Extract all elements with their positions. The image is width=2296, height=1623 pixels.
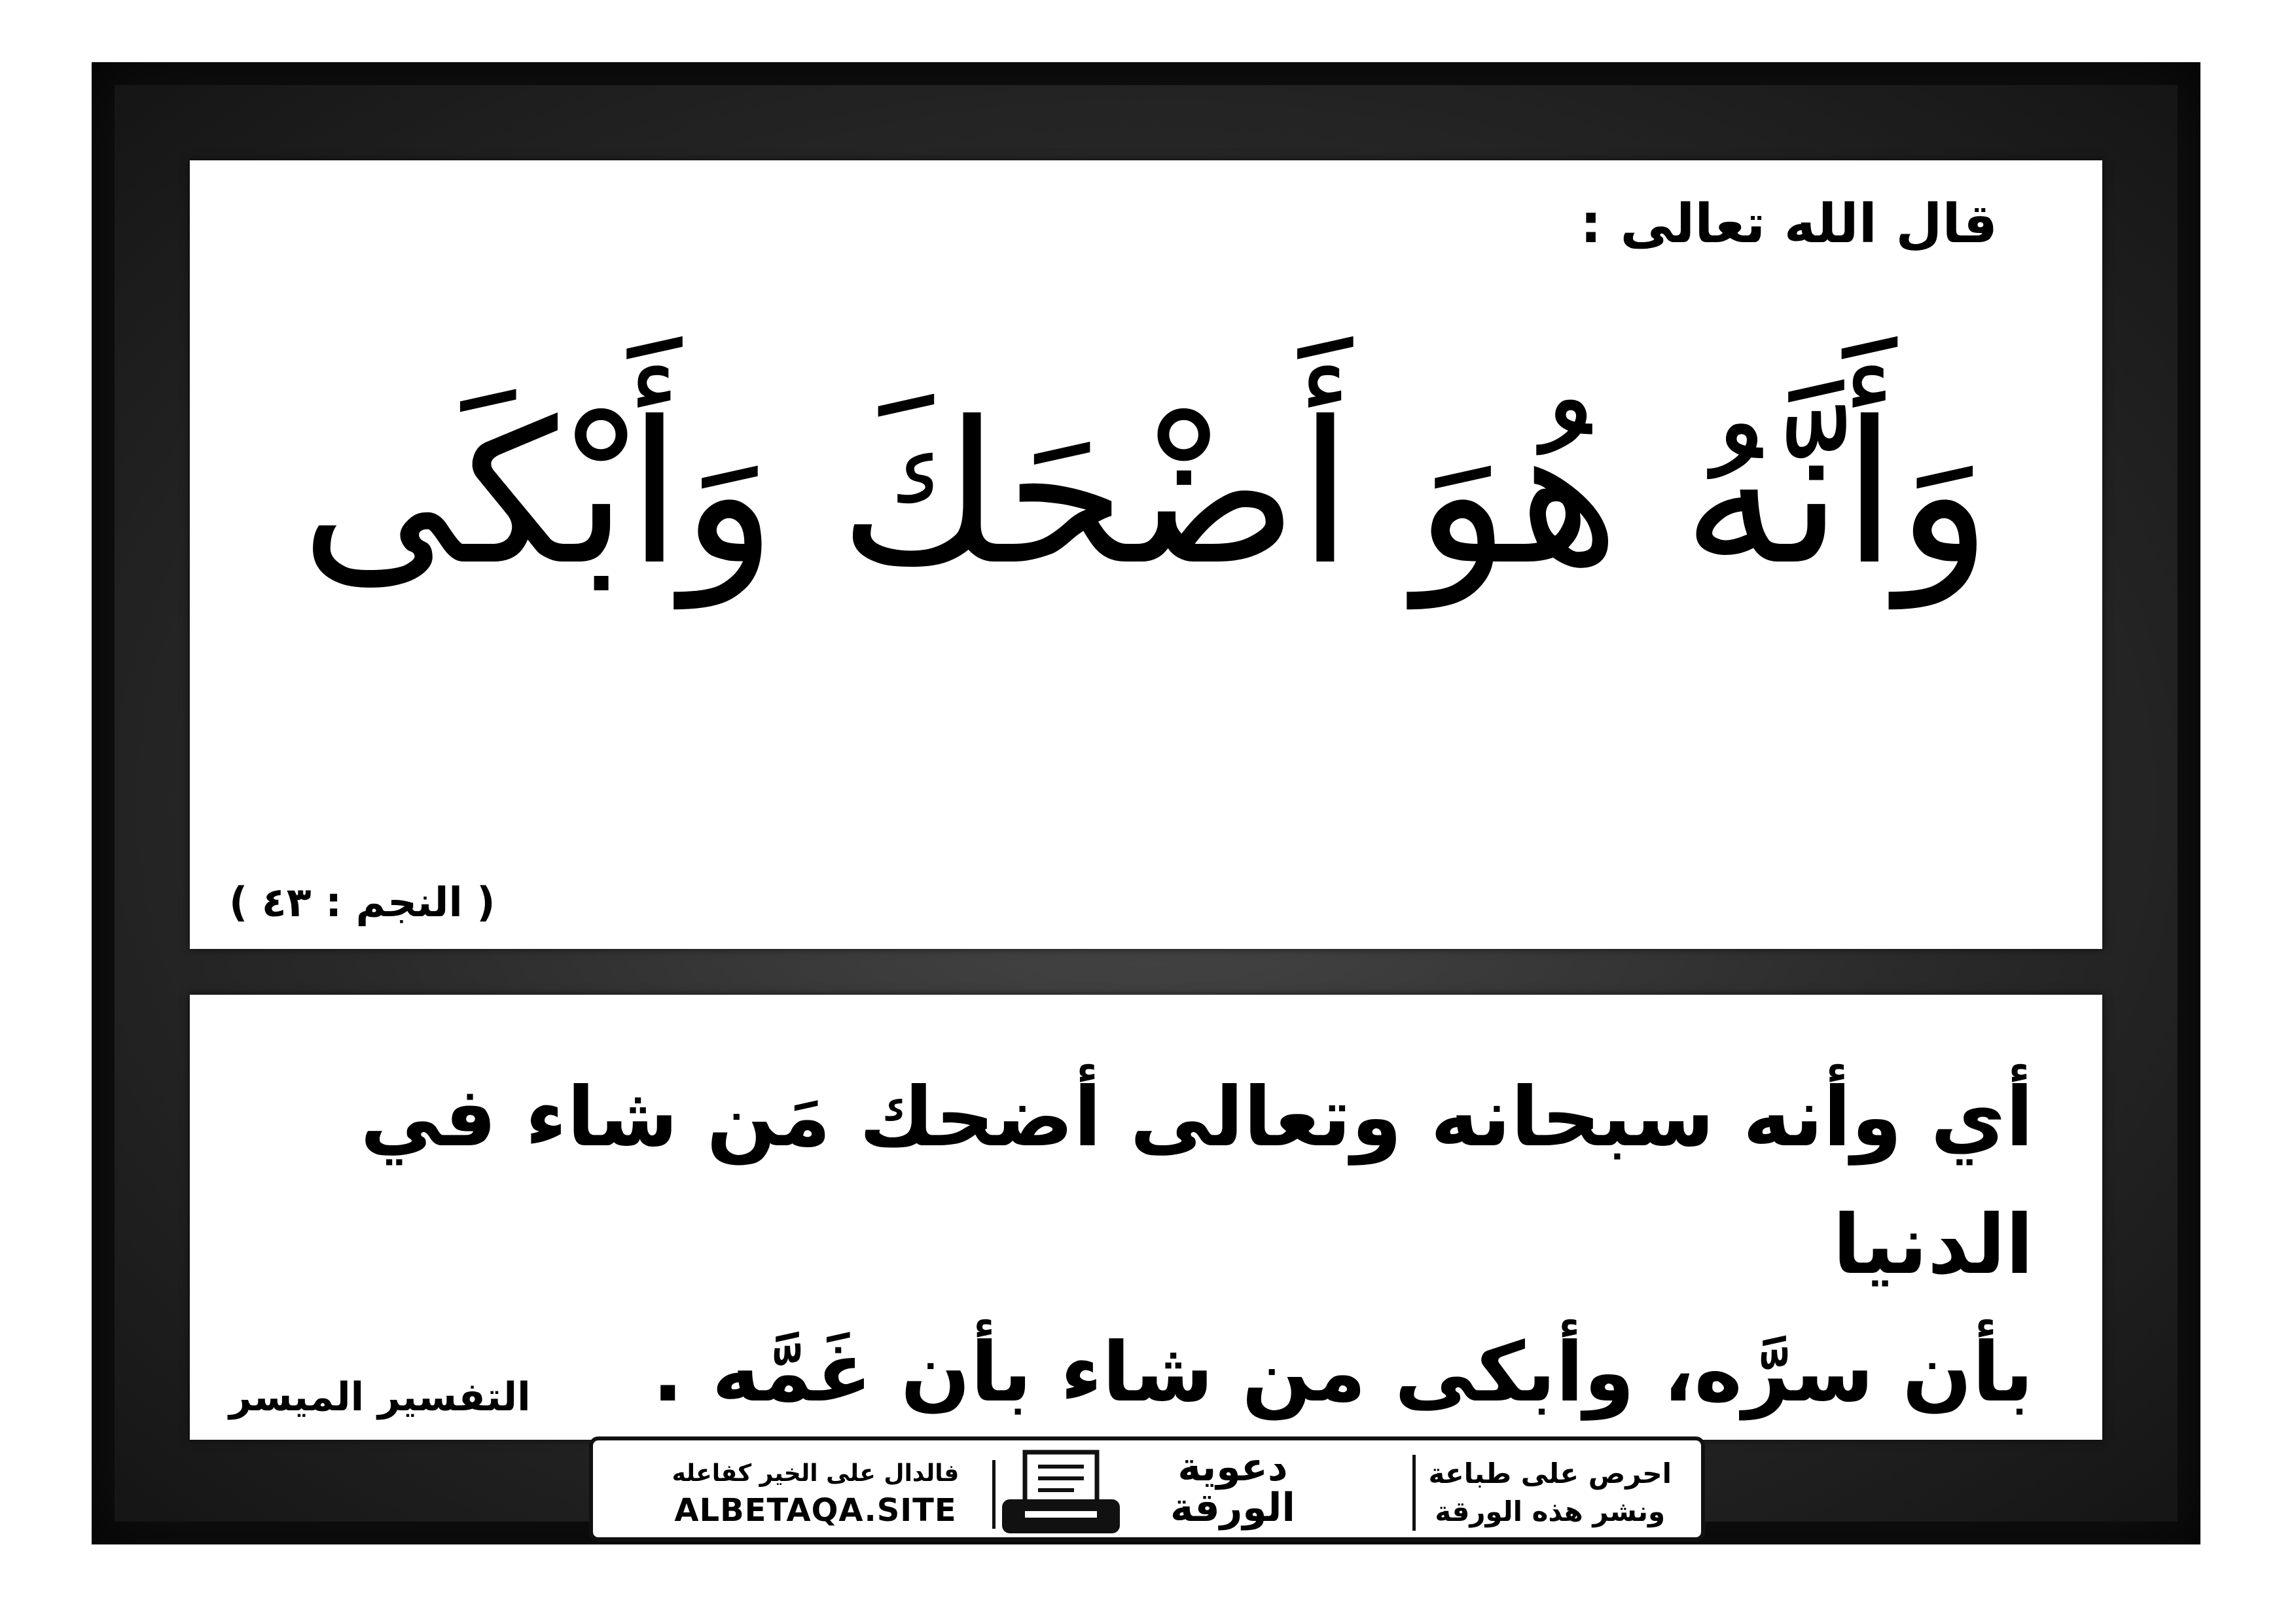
tafsir-panel [190,995,2102,1440]
printer-icon [996,1447,1126,1539]
verse-panel [190,160,2102,949]
footer-bar [589,1436,1705,1541]
verse-reference: ( النجم : ٤٣ ) [229,878,495,926]
footer-note-line: احرص على طباعة [1428,1457,1672,1489]
brand-logo [1169,1444,1297,1535]
footer-site-link[interactable]: ALBETAQA.SITE [674,1492,957,1529]
footer-print-note [1412,1455,1672,1531]
logo-line: دعوية [1177,1444,1288,1490]
footer-note-line: ونشر هذه الورقة [1435,1495,1666,1527]
tafsir-line: بأن سرَّه، وأبكى من شاء بأن غَمَّه . [652,1325,2034,1420]
footer-site-block [652,1460,996,1529]
logo-line: الورقة [1170,1485,1295,1531]
tafsir-line: أي وأنه سبحانه وتعالى أضحك مَن شاء في الدنيا [360,1070,2034,1293]
tafsir-source: التفسير الميسر [229,1374,531,1420]
footer-proverb: فالدال على الخير كفاعله [672,1460,960,1487]
intro-text: قال الله تعالى : [1580,193,1998,255]
quran-verse: وَأَنَّهُ هُوَ أَضْحَكَ وَأَبْكَى [300,380,1992,608]
